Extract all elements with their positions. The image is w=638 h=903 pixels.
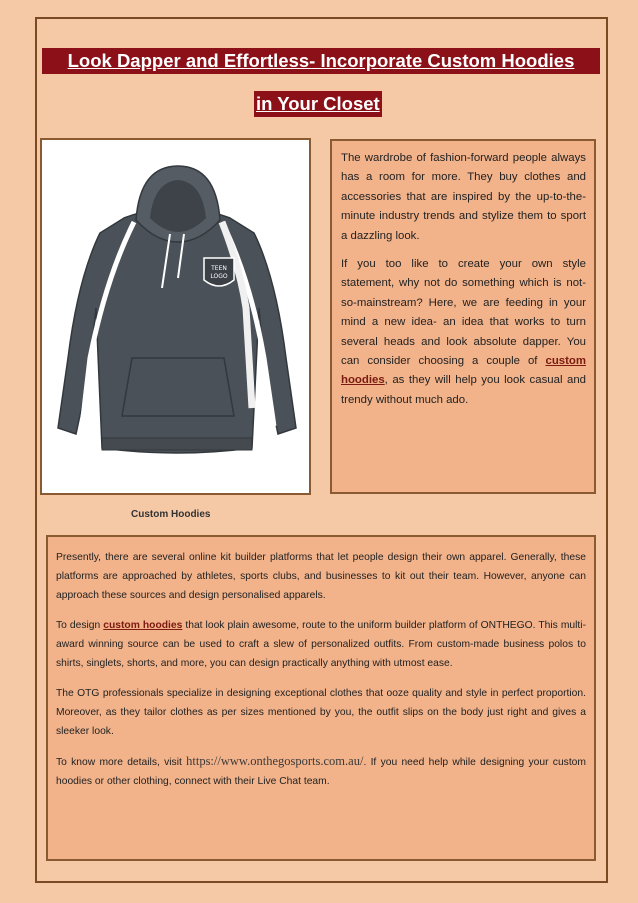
hoodie-image-frame [40, 138, 311, 495]
main-paragraph-2 [56, 616, 586, 673]
image-caption: Custom Hoodies [131, 509, 211, 520]
intro-text-box [330, 139, 596, 494]
main-p4-text-after: . If you need help while designing your custom hoodies or other clothing, connect with their Live Chat team. [56, 757, 586, 787]
main-text-box [46, 535, 596, 861]
intro-p2-text-after: , as they will help you look casual and trendy without much ado. [341, 374, 586, 406]
main-p4-text-before: To know more details, visit [56, 757, 187, 768]
main-p2-text-before: To design [56, 620, 104, 631]
page-title-line-2: in Your Closet [254, 91, 382, 117]
logo-text-2: LOGO [210, 273, 228, 280]
onthego-website-link[interactable]: https://www.onthegosports.com.au/ [186, 754, 364, 768]
main-p2-text-after: that look plain awesome, route to the uniform builder platform of ONTHEGO. This multi-award winning source can be used to craft a slew of personalized outfits. From custom-made business polos to shirts, singlets, shorts, and more, you can design practically anything with utmost ease. [56, 620, 586, 669]
logo-text-1: TEEN [211, 265, 227, 272]
shield-icon [204, 258, 234, 286]
page-title-line-1: Look Dapper and Effortless- Incorporate Custom Hoodies [42, 48, 600, 74]
custom-hoodies-link[interactable]: custom hoodies [341, 355, 586, 387]
intro-paragraph-1: The wardrobe of fashion-forward people always has a room for more. They buy clothes and accessories that are inspired by the up-to-the-minute industry trends and stylize them to sport a dazzling look. [341, 152, 586, 242]
main-paragraph-4 [56, 752, 586, 791]
main-paragraph-3: The OTG professionals specialize in designing exceptional clothes that ooze quality and style in perfect proportion. Moreover, as they tailor clothes as per sizes mentioned by you, the outfit slips on the body just right and gives a sleeker look. [56, 688, 586, 737]
hoodie-illustration [54, 158, 299, 478]
custom-hoodies-link-2[interactable]: custom hoodies [103, 620, 183, 631]
main-paragraph-1: Presently, there are several online kit builder platforms that let people design their own apparel. Generally, these platforms are approached by athletes, sports clubs, and businesses to kit out their team. However, anyone can approach these sources and design personalised apparels. [56, 552, 586, 601]
intro-paragraph-2 [341, 255, 586, 410]
intro-p2-text-before: If you too like to create your own style statement, why not do something which is not-so-mainstream? Here, we are feeding in your mind a new idea- an idea that works to turn several heads and look absolute dapper. You can consider choosing a couple of [341, 258, 586, 368]
